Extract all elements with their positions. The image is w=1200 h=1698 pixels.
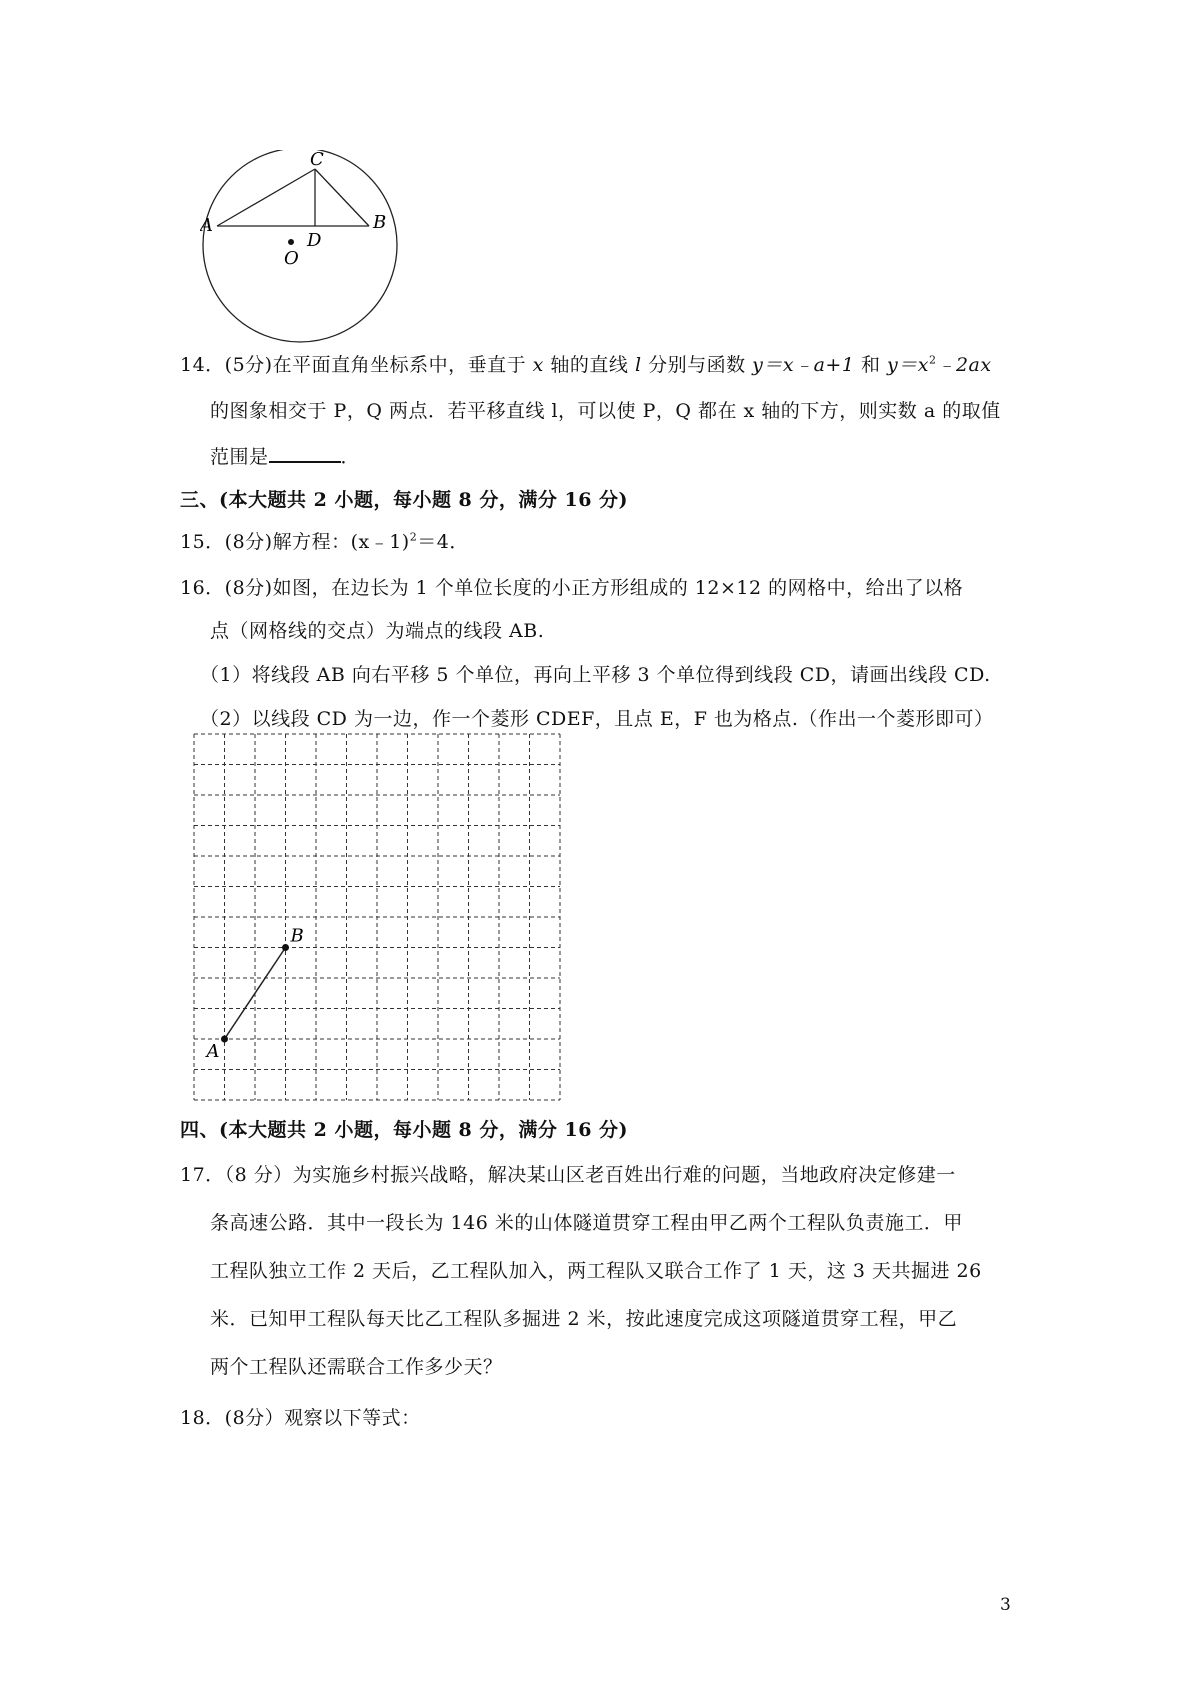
point-b	[282, 944, 289, 951]
grid-figure	[190, 730, 570, 1102]
q17-line5: 两个工程队还需联合工作多少天？	[210, 1356, 503, 1378]
q16-part2: （2）以线段 CD 为一边，作一个菱形 CDEF，且点 E，F 也为格点.（作出一个菱形即可）	[200, 708, 994, 730]
label-b: B	[290, 925, 304, 947]
page-number: 3	[1000, 1595, 1011, 1615]
q16-line1: 16．(8分)如图，在边长为 1 个单位长度的小正方形组成的 12×12 的网格中，给出了以格	[180, 577, 964, 599]
point-a	[221, 1036, 228, 1043]
grid-lines	[194, 734, 560, 1100]
q17-line3: 工程队独立工作 2 天后，乙工程队加入，两工程队又联合工作了 1 天，这 3 天共掘进 26	[210, 1260, 982, 1282]
circle-o	[203, 150, 397, 342]
chord-cb	[315, 169, 369, 226]
q17-line2: 条高速公路．其中一段长为 146 米的山体隧道贯穿工程由甲乙两个工程队负责施工．甲	[210, 1212, 963, 1234]
circle-figure	[200, 150, 440, 350]
q14-line1: 14．(5分)在平面直角坐标系中，垂直于 x 轴的直线 l 分别与函数 y＝x﹣a+1 和 $y=x^2﹣2ax$	[180, 353, 992, 376]
q14-line2: 的图象相交于 P，Q 两点．若平移直线 l，可以使 P，Q 都在 x 轴的下方，则实数 a 的取值	[210, 400, 1001, 422]
label-d: D	[307, 230, 322, 251]
chord-ac	[217, 169, 315, 226]
section-4-title: 四、(本大题共 2 小题，每小题 8 分，满分 16 分)	[180, 1119, 629, 1141]
q16-part1: （1）将线段 AB 向右平移 5 个单位，再向上平移 3 个单位得到线段 CD，请画出线段 CD.	[200, 664, 991, 686]
q17-line4: 米．已知甲工程队每天比乙工程队多掘进 2 米，按此速度完成这项隧道贯穿工程，甲乙	[210, 1308, 958, 1330]
q14-line3: 范围是 ．	[210, 442, 360, 469]
q17-line1: 17．（8 分）为实施乡村振兴战略，解决某山区老百姓出行难的问题，当地政府决定修建一	[180, 1164, 956, 1186]
label-c: C	[310, 150, 324, 170]
section-3-title: 三、(本大题共 2 小题，每小题 8 分，满分 16 分)	[180, 489, 629, 511]
q16-line2: 点（网格线的交点）为端点的线段 AB.	[210, 620, 545, 642]
label-b: B	[373, 212, 387, 233]
q15-text: 15．(8分)解方程：(x﹣1)$^2$＝4．	[180, 530, 469, 553]
answer-blank	[269, 443, 341, 463]
label-a: A	[206, 1041, 220, 1062]
label-a: A	[200, 215, 213, 236]
label-o: O	[284, 248, 299, 269]
center-point-o	[288, 239, 294, 245]
q18-line1: 18．(8分）观察以下等式：	[180, 1407, 421, 1429]
